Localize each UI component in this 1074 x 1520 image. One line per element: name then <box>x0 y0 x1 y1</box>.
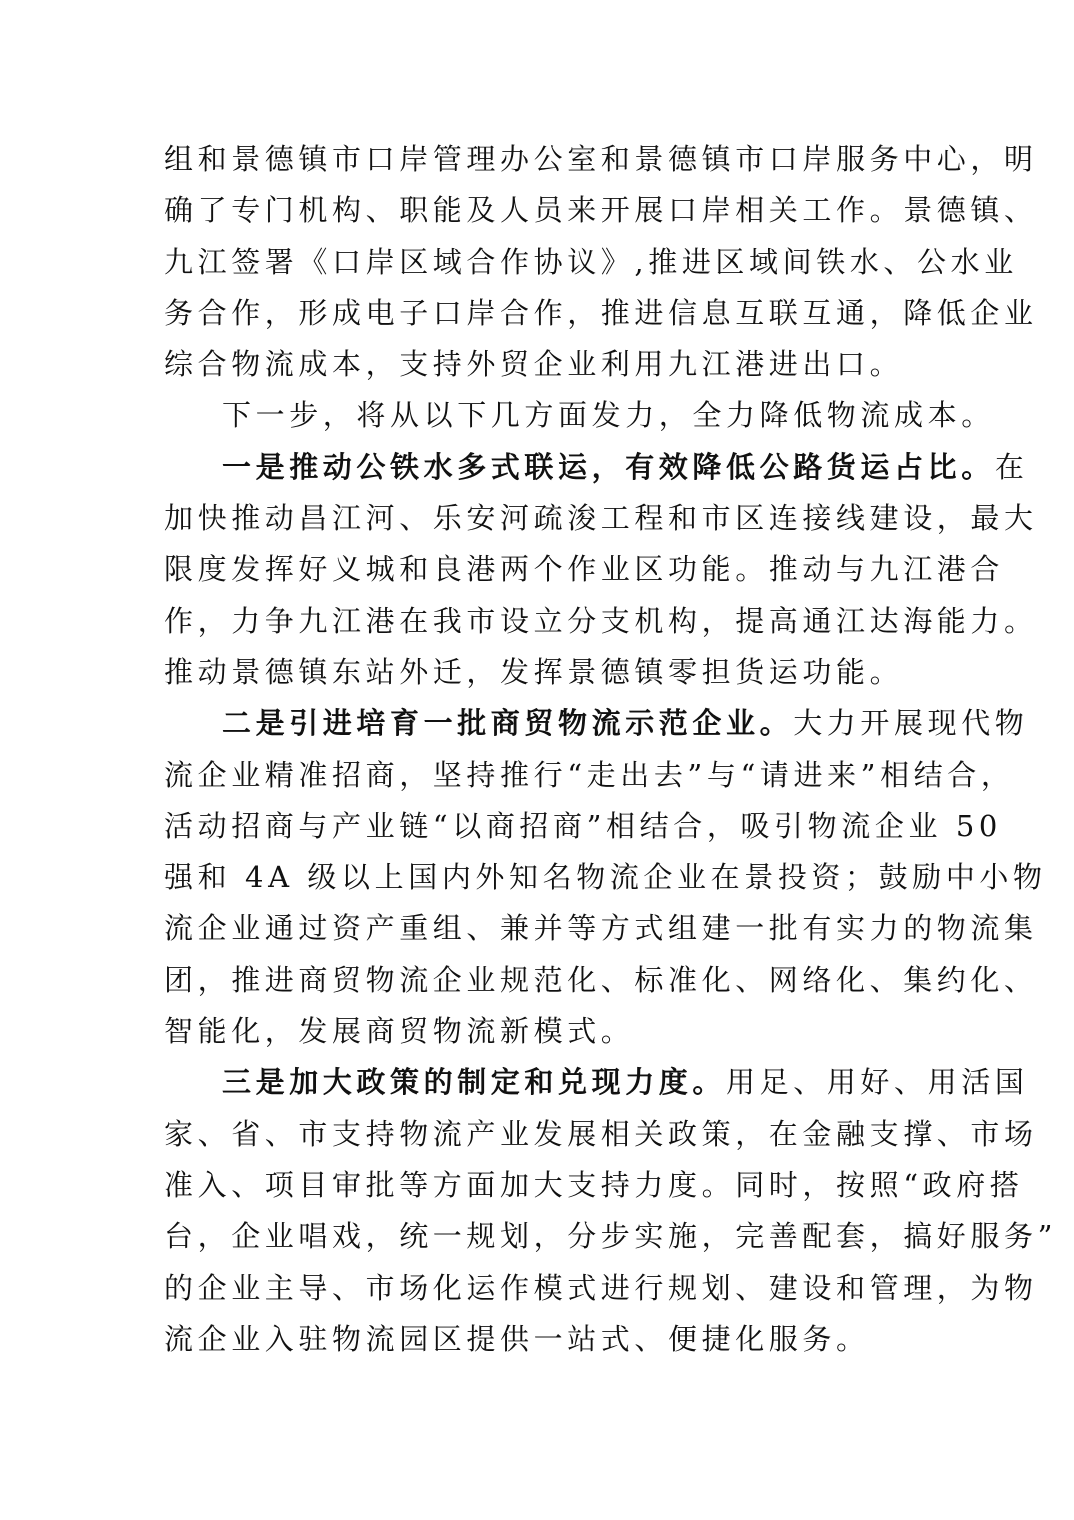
point-2-heading: 二是引进培育一批商贸物流示范企业。 <box>222 706 794 741</box>
text-line <box>164 237 1018 288</box>
text-line <box>164 134 1038 185</box>
text-line <box>164 544 1005 595</box>
text-line <box>164 596 1038 647</box>
line-text: 强和 4A 级以上国内外知名物流企业在景投资；鼓励中小物 <box>164 860 1047 895</box>
text-line <box>164 955 1038 1006</box>
paragraph-point-3 <box>164 1057 1029 1108</box>
text-line <box>164 493 1038 544</box>
line-text: 九江签署《口岸区域合作协议》,推进区域间铁水、公水业 <box>164 244 1018 279</box>
line-text: 限度发挥好义城和良港两个作业区功能。推动与九江港合 <box>164 552 1005 587</box>
point-3-heading: 三是加大政策的制定和兑现力度。 <box>222 1065 727 1100</box>
line-text: 台，企业唱戏，统一规划，分步实施，完善配套，搞好服务” <box>164 1219 1058 1254</box>
paragraph-point-2 <box>164 698 1029 749</box>
line-text: 加快推动昌江河、乐安河疏浚工程和市区连接线建设，最大 <box>164 501 1038 536</box>
paragraph-point-1 <box>164 442 1029 493</box>
line-text: 大力开展现代物 <box>793 706 1029 741</box>
text-line <box>164 647 914 698</box>
line-text: 准入、项目审批等方面加大支持力度。同时，按照“政府搭 <box>164 1167 1024 1202</box>
text-line <box>164 1314 914 1365</box>
text-line <box>164 288 1038 339</box>
line-text: 推动景德镇东站外迁，发挥景德镇零担货运功能。 <box>164 654 904 689</box>
paragraph-next-steps <box>164 390 995 441</box>
line-text: 确了专门机构、职能及人员来开展口岸相关工作。景德镇、 <box>164 193 1038 228</box>
text-line <box>164 1109 1038 1160</box>
text-line <box>164 1160 1024 1211</box>
text-line <box>164 185 1038 236</box>
line-text: 团，推进商贸物流企业规范化、标准化、网络化、集约化、 <box>164 962 1038 997</box>
line-text: 的企业主导、市场化运作模式进行规划、建设和管理，为物 <box>164 1270 1038 1305</box>
text-line <box>164 339 914 390</box>
line-text: 家、省、市支持物流产业发展相关政策，在金融支撑、市场 <box>164 1116 1038 1151</box>
line-text: 流企业入驻物流园区提供一站式、便捷化服务。 <box>164 1321 870 1356</box>
line-text: 流企业精准招商，坚持推行“走出去”与“请进来”相结合， <box>164 757 1015 792</box>
text-line <box>164 1006 914 1057</box>
document-body <box>164 134 1058 1365</box>
line-text: 用足、用好、用活国 <box>726 1065 1029 1100</box>
text-line <box>164 1211 1058 1262</box>
line-text: 综合物流成本，支持外贸企业利用九江港进出口。 <box>164 347 904 382</box>
line-text: 务合作，形成电子口岸合作，推进信息互联互通，降低企业 <box>164 295 1038 330</box>
line-text: 活动招商与产业链“以商招商”相结合，吸引物流企业 50 <box>164 808 1002 843</box>
text-line <box>164 852 1047 903</box>
text-line <box>164 750 1015 801</box>
line-text: 下一步，将从以下几方面发力，全力降低物流成本。 <box>222 398 995 433</box>
text-line <box>164 801 1002 852</box>
text-line <box>164 903 1038 954</box>
line-text: 作，力争九江港在我市设立分支机构，提高通江达海能力。 <box>164 603 1038 638</box>
line-text: 智能化，发展商贸物流新模式。 <box>164 1014 635 1049</box>
line-text: 组和景德镇市口岸管理办公室和景德镇市口岸服务中心，明 <box>164 142 1038 176</box>
line-text: 在 <box>994 449 1029 484</box>
point-1-heading: 一是推动公铁水多式联运，有效降低公路货运占比。 <box>222 449 995 484</box>
line-text: 流企业通过资产重组、兼并等方式组建一批有实力的物流集 <box>164 911 1038 946</box>
text-line <box>164 1263 1038 1314</box>
